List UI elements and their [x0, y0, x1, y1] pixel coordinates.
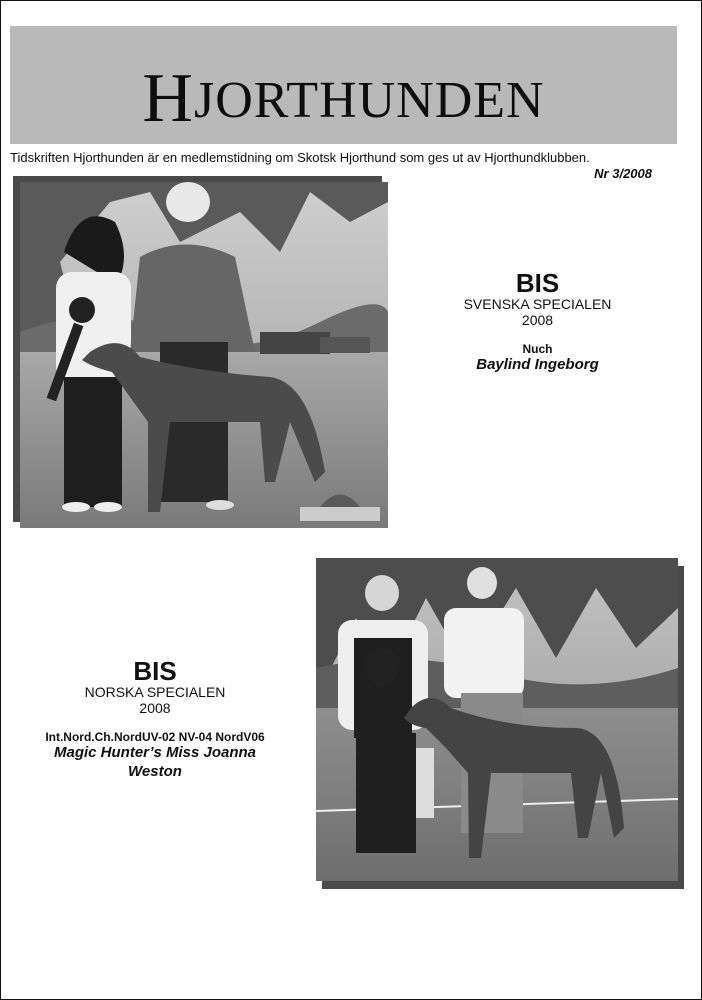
issue-number: Nr 3/2008: [594, 166, 652, 181]
caption-1-year: 2008: [521, 312, 554, 329]
caption-2-year: 2008: [139, 700, 171, 717]
caption-2-dog-name-line2: Weston: [128, 762, 182, 780]
caption-2-show: NORSKA SPECIALEN: [84, 684, 226, 700]
masthead: [10, 26, 677, 144]
caption-2: [20, 658, 290, 782]
caption-1-dog-title: Nuch: [522, 342, 553, 357]
photo-1-image: [20, 182, 388, 528]
tagline: Tidskriften Hjorthunden är en medlemstidning om Skotsk Hjorthund som ges ut av Hjorthundklubben.: [10, 150, 590, 165]
caption-2-award: BIS: [133, 656, 177, 686]
caption-1-dog-name: Baylind Ingeborg: [476, 356, 599, 374]
photo-2: [316, 558, 678, 881]
caption-1: [415, 270, 660, 375]
photo-2-image: [316, 558, 678, 881]
publication-title-rest: JORTHUNDEN: [193, 72, 545, 129]
caption-2-dog-title: Int.Nord.Ch.NordUV-02 NV-04 NordV06: [45, 730, 265, 745]
caption-1-show: SVENSKA SPECIALEN: [463, 296, 612, 312]
caption-2-dog-name-line1: Magic Hunter’s Miss Joanna: [53, 744, 256, 762]
publication-title-initial: H: [142, 60, 194, 137]
photo-1: [20, 182, 388, 528]
caption-1-award: BIS: [515, 268, 560, 298]
publication-title: [10, 60, 677, 137]
